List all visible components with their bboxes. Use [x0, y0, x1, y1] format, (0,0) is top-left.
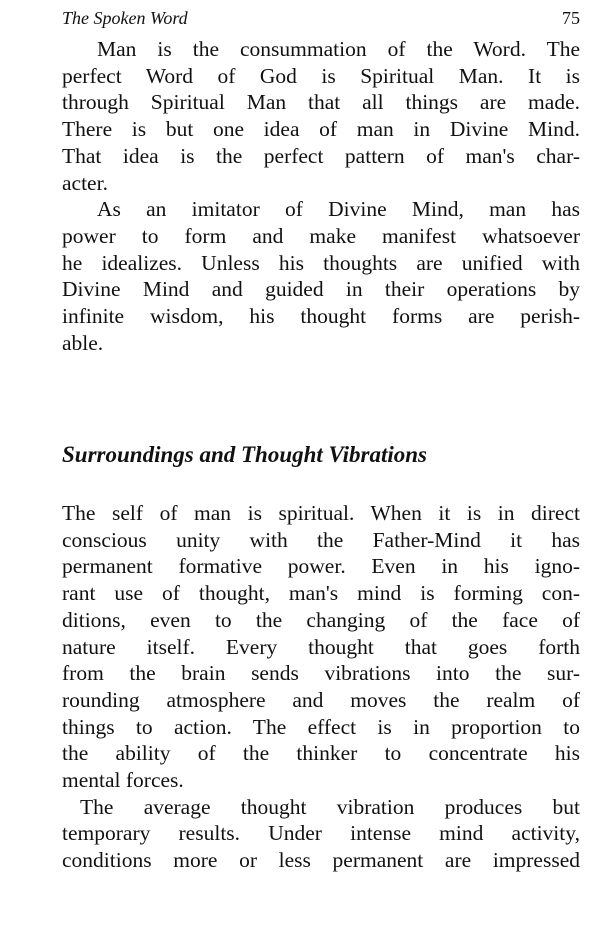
text-line: acter.	[62, 170, 108, 195]
text-line: conditions more or less permanent are impressed	[62, 848, 580, 873]
text-line: perfect Word of God is Spiritual Man. It is	[62, 63, 580, 88]
text-line: As an imitator of Divine Mind, man has	[97, 197, 580, 222]
section-heading: Surroundings and Thought Vibrations	[62, 442, 427, 467]
text-line: the ability of the thinker to concentrate his	[62, 741, 580, 766]
text-line: nature itself. Every thought that goes forth	[62, 634, 580, 659]
text-line: through Spiritual Man that all things are made.	[62, 90, 580, 115]
text-line: things to action. The effect is in proportion to	[62, 714, 580, 739]
text-line: The self of man is spiritual. When it is in direct	[62, 501, 580, 525]
text-line: The average thought vibration produces but	[80, 794, 580, 819]
body-text-after	[62, 500, 580, 874]
text-line: rant use of thought, man's mind is forming con-	[62, 581, 580, 606]
text-line: temporary results. Under intense mind activity,	[62, 821, 580, 846]
running-title: The Spoken Word	[62, 8, 188, 28]
text-line: he idealizes. Unless his thoughts are unified with	[62, 250, 580, 275]
page-number: 75	[562, 8, 580, 28]
body-text-before	[62, 36, 580, 356]
text-line: There is but one idea of man in Divine Mind.	[62, 117, 580, 142]
text-line: power to form and make manifest whatsoever	[62, 223, 580, 248]
text-line: ditions, even to the changing of the face of	[62, 607, 580, 632]
text-line: able.	[62, 330, 104, 355]
text-line: Man is the consummation of the Word. The	[97, 37, 580, 61]
text-line: from the brain sends vibrations into the sur-	[62, 661, 580, 686]
text-line: mental forces.	[62, 768, 184, 793]
text-line: permanent formative power. Even in his igno-	[62, 554, 580, 579]
text-line: rounding atmosphere and moves the realm of	[62, 687, 580, 712]
text-line: Divine Mind and guided in their operations by	[62, 277, 580, 302]
text-line: conscious unity with the Father-Mind it has	[62, 527, 580, 552]
text-line: That idea is the perfect pattern of man's char-	[62, 143, 580, 168]
text-line: infinite wisdom, his thought forms are perish-	[62, 304, 580, 329]
